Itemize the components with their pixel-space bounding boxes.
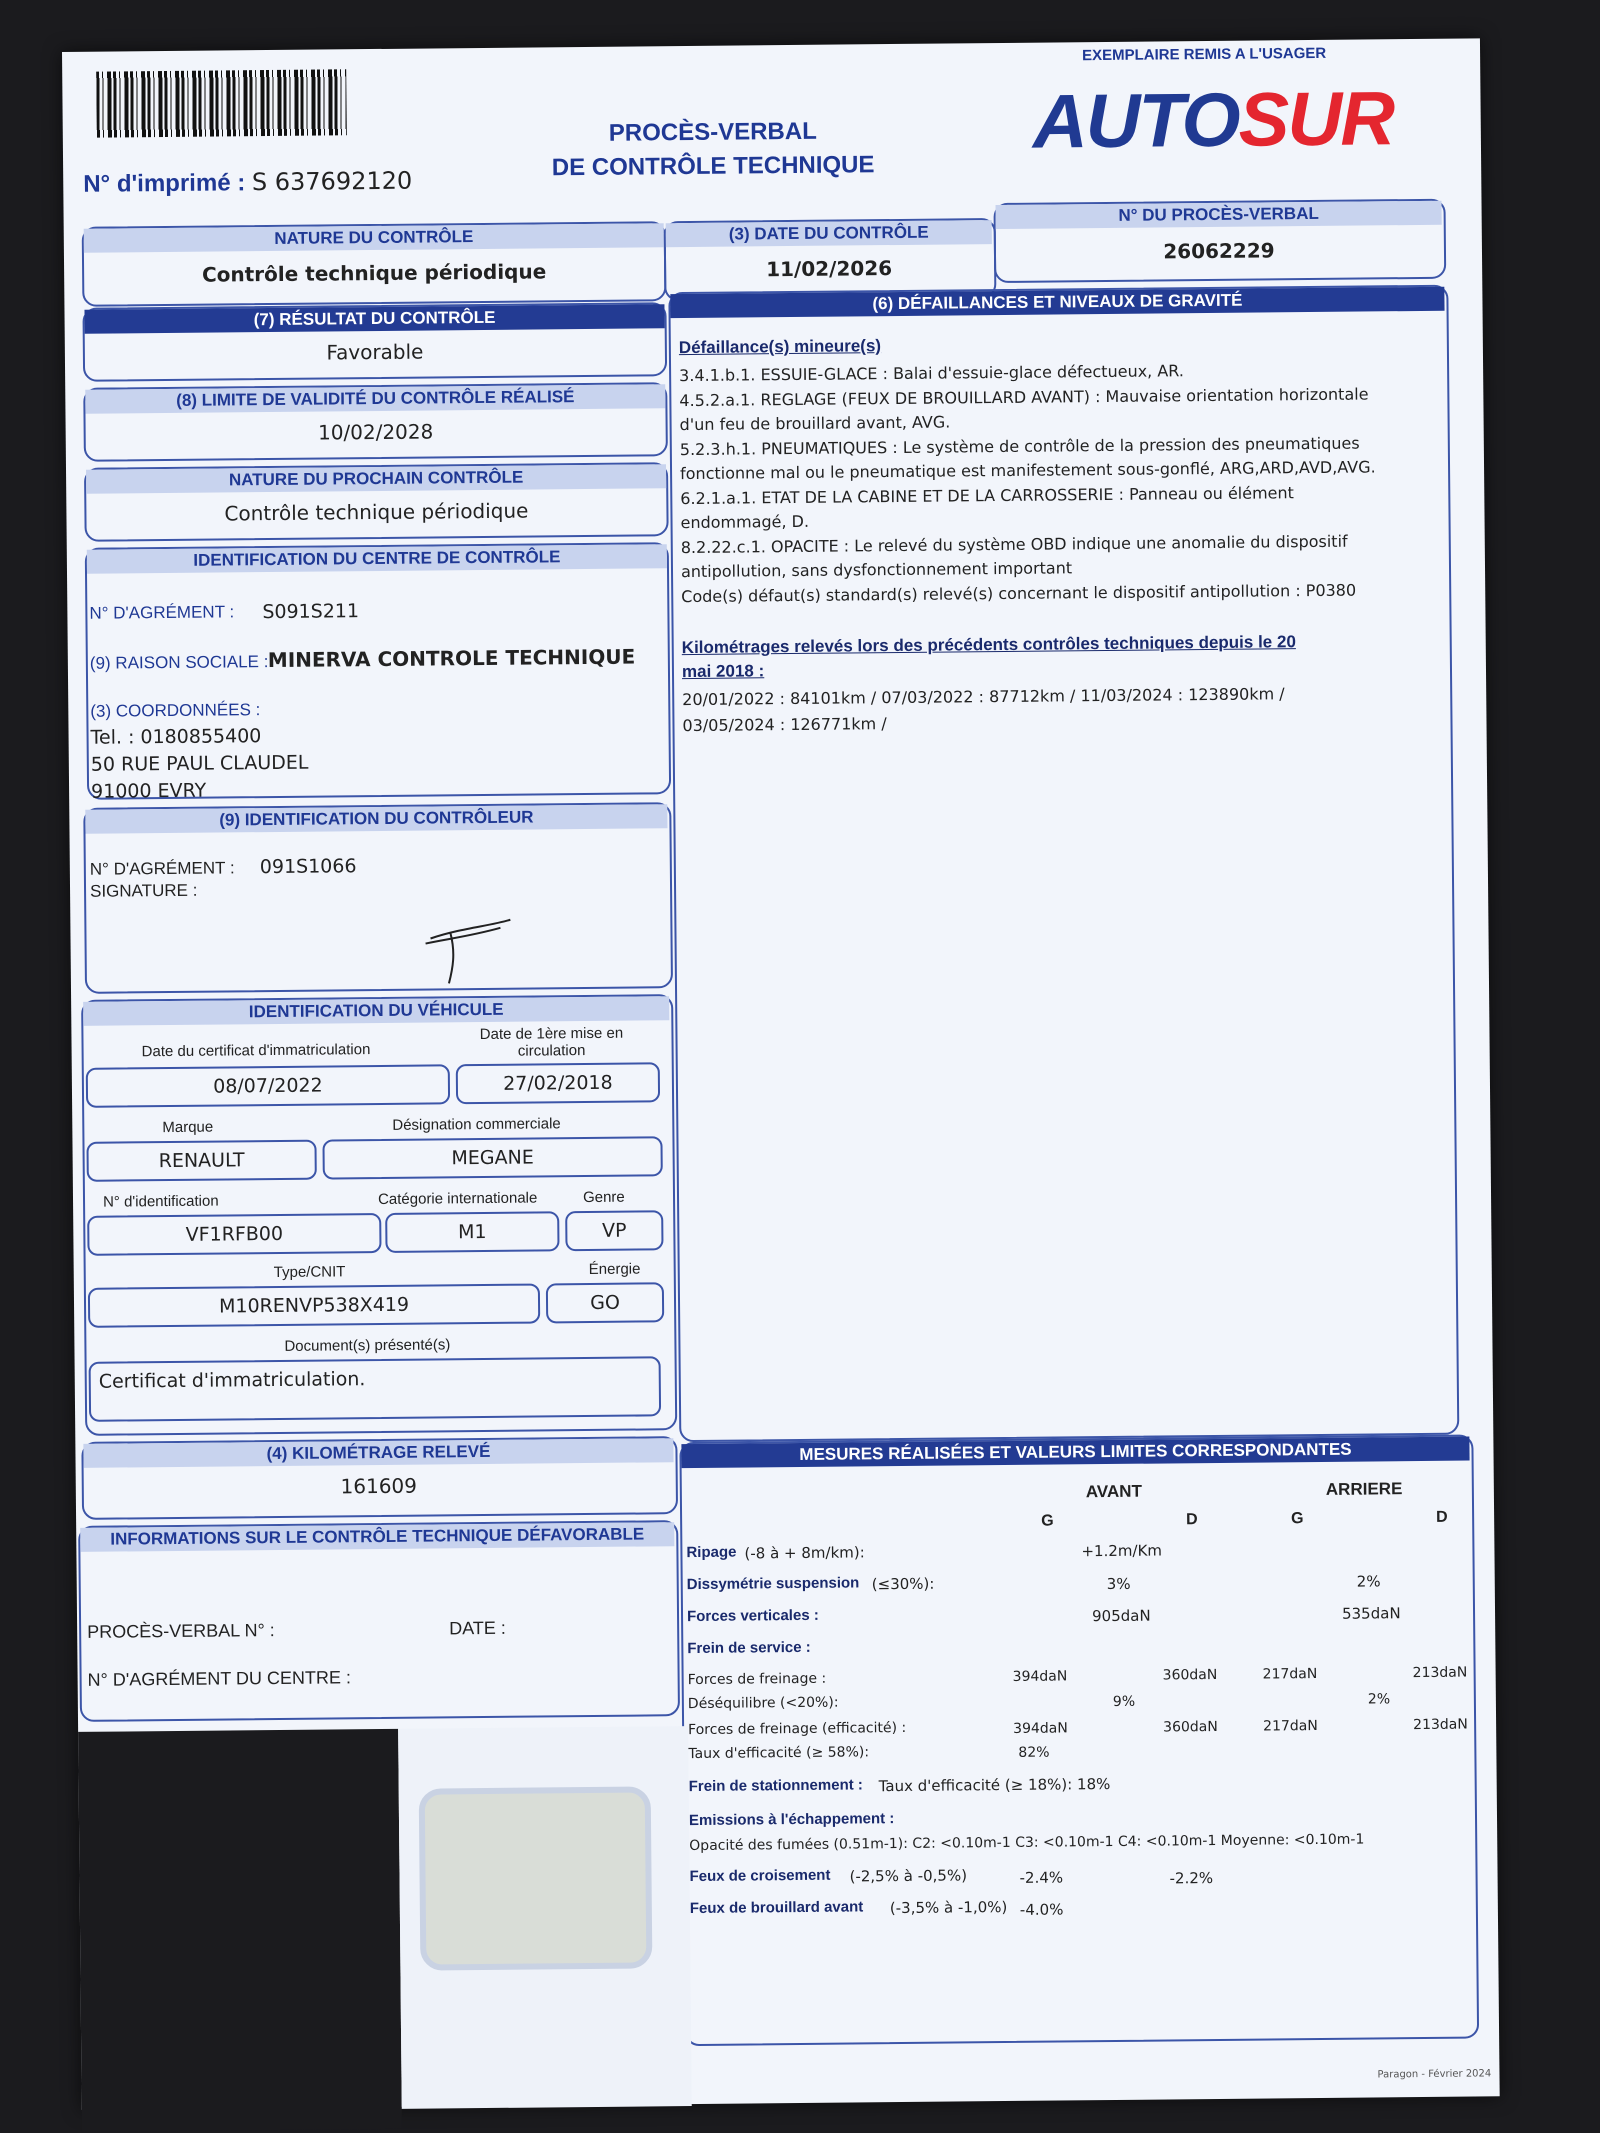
energie-value: GO	[546, 1282, 664, 1323]
controleur-label: (9) IDENTIFICATION DU CONTRÔLEUR	[85, 804, 667, 834]
validite-label: (8) LIMITE DE VALIDITÉ DU CONTRÔLE RÉALISÉ	[85, 384, 665, 414]
defects-list	[679, 357, 1441, 609]
centre-agrement-label: N° D'AGRÉMENT :	[89, 602, 235, 623]
coordonnees-label: (3) COORDONNÉES :	[90, 700, 261, 721]
first-circulation-value: 27/02/2018	[456, 1062, 660, 1104]
copy-note: EXEMPLAIRE REMIS A L'USAGER	[1082, 44, 1327, 65]
raison-sociale-label: (9) RAISON SOCIALE :	[89, 652, 269, 673]
vehicle-label: IDENTIFICATION DU VÉHICULE	[83, 996, 669, 1026]
avant-d: D	[1186, 1511, 1198, 1529]
forces-freinage-ard: 213daN	[1412, 1664, 1468, 1682]
resultat-value: Favorable	[326, 339, 424, 365]
croisement-droite: -2.2%	[1169, 1869, 1214, 1888]
signature-label: SIGNATURE :	[89, 880, 198, 901]
marque-label: Marque	[162, 1118, 214, 1137]
genre-value: VP	[565, 1210, 663, 1251]
mesures-box	[679, 1435, 1479, 2047]
croisement-limit: (-2,5% à -0,5%)	[849, 1866, 968, 1886]
desequilibre-arriere: 2%	[1367, 1691, 1391, 1708]
defect-line: Code(s) défaut(s) standard(s) relevé(s) concernant le dispositif antipollution : P0380	[681, 580, 1357, 606]
torn-edge	[78, 1729, 402, 2132]
mesures-label: MESURES RÉALISÉES ET VALEURS LIMITES CORRESPONDANTES	[681, 1437, 1469, 1469]
defavorable-agrement-label: N° D'AGRÉMENT DU CENTRE :	[87, 1667, 352, 1690]
date-controle-value: 11/02/2026	[766, 256, 893, 282]
defavorable-label: INFORMATIONS SUR LE CONTRÔLE TECHNIQUE DÉFAVORABLE	[80, 1522, 674, 1552]
defect-line: 6.2.1.a.1. ETAT DE LA CABINE ET DE LA CARROSSERIE : Panneau ou élément	[680, 482, 1294, 508]
emissions-label: Emissions à l'échappement :	[688, 1810, 895, 1830]
vin-label: N° d'identification	[102, 1192, 219, 1211]
energie-label: Énergie	[588, 1260, 641, 1278]
forces-verticales-avant: 905daN	[1091, 1606, 1151, 1626]
controleur-agrement-label: N° D'AGRÉMENT :	[89, 858, 235, 879]
controleur-agrement-value: 091S1066	[259, 855, 357, 879]
defavorable-date-label: DATE :	[449, 1617, 506, 1639]
forces-freinage-arg: 217daN	[1262, 1666, 1318, 1683]
km-history-line1: 20/01/2022 : 84101km / 07/03/2022 : 87712km / 11/03/2024 : 123890km /	[682, 684, 1285, 710]
prochain-label: NATURE DU PROCHAIN CONTRÔLE	[86, 464, 666, 494]
pv-number-label: N° DU PROCÈS-VERBAL	[996, 201, 1442, 229]
arriere-g: G	[1291, 1510, 1304, 1528]
stationnement-text: Taux d'efficacité (≥ 18%): 18%	[878, 1775, 1111, 1796]
croisement-gauche: -2.4%	[1019, 1868, 1064, 1887]
nature-controle-value: Contrôle technique périodique	[201, 259, 547, 287]
dissymetrie-arriere: 2%	[1356, 1572, 1381, 1591]
emissions-text: Opacité des fumées (0.51m-1): C2: <0.10m-1 C3: <0.10m-1 C4: <0.10m-1 Moyenne: <0.10m-1	[689, 1831, 1365, 1855]
brouillard-gauche: -4.0%	[1019, 1900, 1064, 1919]
first-circulation-label: Date de 1ère mise en circulation	[479, 1024, 624, 1060]
km-value: 161609	[340, 1473, 418, 1499]
ripage-limit: (-8 à + 8m/km):	[744, 1543, 865, 1563]
categorie-label: Catégorie internationale	[377, 1189, 538, 1209]
dissymetrie-limit: (≤30%):	[871, 1574, 935, 1594]
immat-date-value: 08/07/2022	[86, 1064, 450, 1107]
km-label: (4) KILOMÉTRAGE RELEVÉ	[83, 1438, 673, 1468]
brouillard-limit: (-3,5% à -1,0%)	[889, 1898, 1008, 1918]
paragon-footer: Paragon - Février 2024	[1377, 2068, 1492, 2081]
forces-efficacite-avg: 394daN	[1013, 1720, 1068, 1737]
designation-value: MEGANE	[322, 1136, 662, 1179]
resultat-label: (7) RÉSULTAT DU CONTRÔLE	[84, 304, 664, 334]
defect-line: 4.5.2.a.1. REGLAGE (FEUX DE BROUILLARD AVANT) : Mauvaise orientation horizontale	[679, 383, 1369, 410]
forces-efficacite-label: Forces de freinage (efficacité) :	[688, 1719, 907, 1739]
immat-date-label: Date du certificat d'immatriculation	[141, 1041, 371, 1061]
forces-verticales-arriere: 535daN	[1341, 1604, 1401, 1623]
minor-defects-title: Défaillance(s) mineure(s)	[678, 336, 882, 358]
stub-window	[419, 1786, 653, 1970]
centre-address-line2: 91000 EVRY	[90, 779, 207, 803]
tear-off-stub	[398, 1726, 692, 2109]
defect-line: antipollution, sans dysfonctionnement important	[680, 558, 1073, 582]
type-cnit-value: M10RENVP538X419	[88, 1283, 540, 1327]
frein-service-label: Frein de service :	[687, 1638, 811, 1658]
km-history-line2: 03/05/2024 : 126771km /	[682, 714, 887, 736]
prochain-value: Contrôle technique périodique	[224, 498, 529, 526]
defect-line: 3.4.1.b.1. ESSUIE-GLACE : Balai d'essuie-glace défectueux, AR.	[679, 361, 1184, 386]
categorie-value: M1	[385, 1211, 559, 1253]
desequilibre-avant: 9%	[1112, 1693, 1136, 1710]
autosur-logo: AUTOSUR	[1032, 76, 1394, 165]
forces-verticales-label: Forces verticales :	[686, 1606, 819, 1626]
arriere-header: ARRIERE	[1325, 1479, 1403, 1499]
raison-sociale-value: MINERVA CONTROLE TECHNIQUE	[267, 644, 636, 673]
stationnement-label: Frein de stationnement :	[688, 1776, 863, 1796]
ripage-value: +1.2m/Km	[1081, 1541, 1163, 1561]
brouillard-label: Feux de brouillard avant	[689, 1898, 864, 1918]
inspection-report-sheet	[62, 38, 1500, 2110]
centre-phone: Tel. : 0180855400	[90, 725, 262, 749]
avant-header: AVANT	[1085, 1481, 1142, 1502]
taux-efficacite-label: Taux d'efficacité (≥ 58%):	[688, 1744, 870, 1763]
croisement-label: Feux de croisement	[689, 1866, 831, 1886]
centre-label: IDENTIFICATION DU CENTRE DE CONTRÔLE	[87, 544, 667, 574]
forces-freinage-avg: 394daN	[1012, 1668, 1068, 1685]
defect-line: fonctionne mal ou le pneumatique est manifestement sous-gonflé, ARG,ARD,AVD,AVG.	[679, 457, 1376, 484]
defavorable-pv-label: PROCÈS-VERBAL N° :	[87, 1620, 275, 1642]
documents-value: Certificat d'immatriculation.	[89, 1356, 662, 1421]
forces-freinage-label: Forces de freinage :	[687, 1670, 827, 1689]
pv-number-value: 26062229	[1163, 238, 1275, 264]
forces-efficacite-arg: 217daN	[1263, 1718, 1318, 1735]
ripage-label: Ripage	[686, 1543, 737, 1562]
dissymetrie-avant: 3%	[1106, 1574, 1131, 1594]
dissymetrie-label: Dissymétrie suspension	[686, 1574, 860, 1594]
defect-line: 5.2.3.h.1. PNEUMATIQUES : Le système de contrôle de la pression des pneumatiques	[679, 433, 1360, 459]
defect-line: d'un feu de brouillard avant, AVG.	[679, 412, 951, 435]
nature-controle-label: NATURE DU CONTRÔLE	[84, 223, 664, 253]
document-title: PROCÈS-VERBAL DE CONTRÔLE TECHNIQUE	[551, 117, 875, 182]
forces-efficacite-ard: 213daN	[1413, 1716, 1468, 1734]
genre-label: Genre	[582, 1188, 625, 1207]
taux-efficacite-value: 82%	[1018, 1744, 1050, 1761]
forces-efficacite-avd: 360daN	[1163, 1718, 1218, 1736]
marque-value: RENAULT	[86, 1140, 316, 1182]
type-cnit-label: Type/CNIT	[273, 1263, 346, 1282]
documents-label: Document(s) présenté(s)	[284, 1336, 451, 1355]
centre-agrement-value: S091S211	[262, 600, 360, 624]
barcode	[96, 69, 347, 137]
signature-scribble	[410, 908, 531, 989]
centre-address-line1: 50 RUE PAUL CLAUDEL	[90, 751, 309, 776]
vin-value: VF1RFB00	[87, 1213, 381, 1256]
imprime-number: N° d'imprimé : S 637692120	[83, 166, 413, 198]
defaillances-label: (6) DÉFAILLANCES ET NIVEAUX DE GRAVITÉ	[670, 287, 1444, 318]
arriere-d: D	[1436, 1508, 1448, 1526]
defect-line: endommagé, D.	[680, 511, 810, 533]
desequilibre-label: Déséquilibre (<20%):	[687, 1694, 839, 1713]
designation-label: Désignation commerciale	[392, 1115, 561, 1134]
defect-line: 8.2.22.c.1. OPACITE : Le relevé du système OBD indique une anomalie du dispositif	[680, 531, 1348, 557]
date-controle-label: (3) DATE DU CONTRÔLE	[666, 220, 992, 247]
avant-g: G	[1041, 1512, 1054, 1530]
forces-freinage-avd: 360daN	[1162, 1666, 1218, 1684]
validite-value: 10/02/2028	[317, 419, 434, 445]
km-history-title: Kilométrages relevés lors des précédents contrôles techniques depuis le 20 mai 2018 :	[681, 632, 1296, 682]
